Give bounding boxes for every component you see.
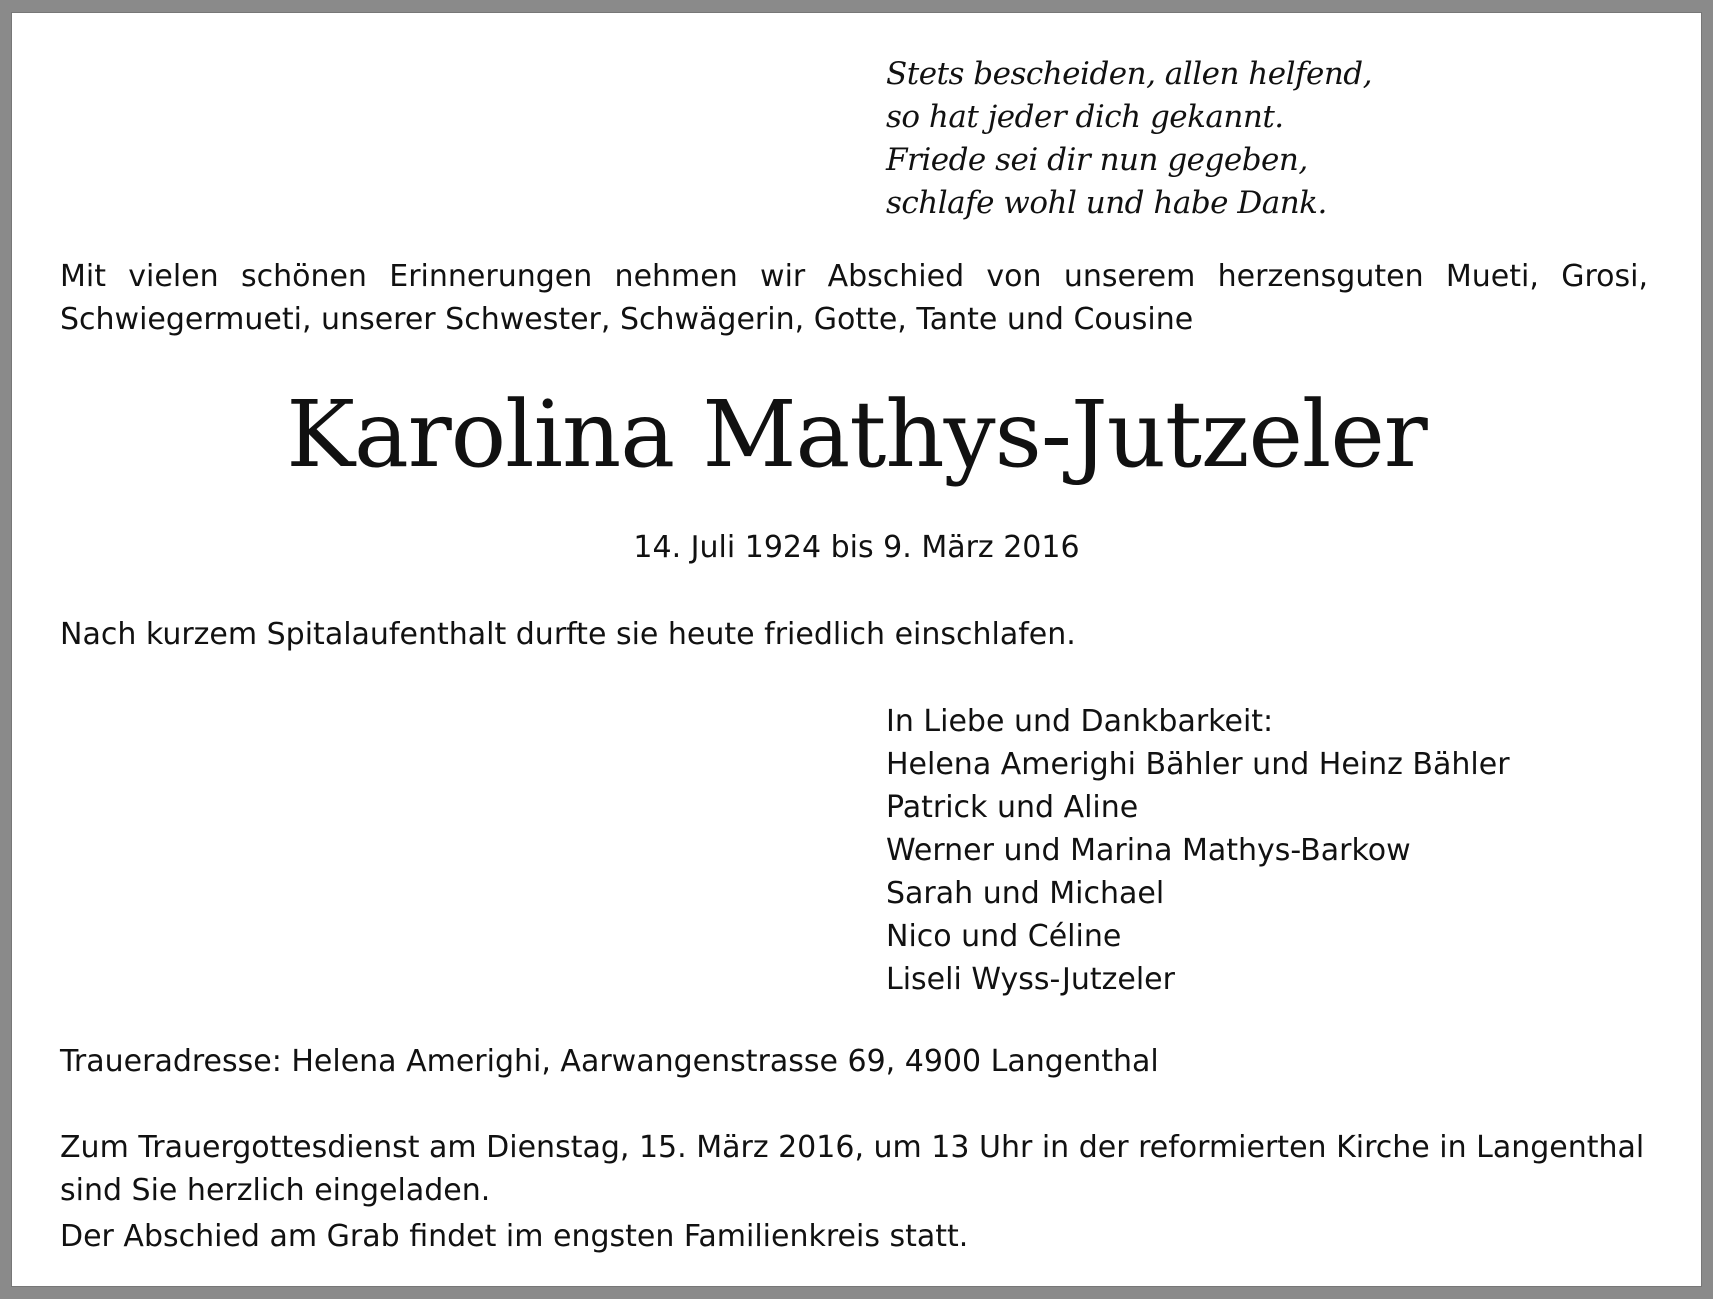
- poem-line: Friede sei dir nun gegeben,: [886, 142, 1308, 178]
- poem: [886, 53, 1372, 225]
- mourning-address: Traueradresse: Helena Amerighi, Aarwangenstrasse 69, 4900 Langenthal: [60, 1044, 1159, 1079]
- family-member: Nico und Céline: [886, 919, 1122, 954]
- family-member: Helena Amerighi Bähler und Heinz Bähler: [886, 747, 1510, 782]
- family-member: Sarah und Michael: [886, 876, 1165, 911]
- deceased-name: Karolina Mathys-Jutzeler: [286, 381, 1427, 488]
- family-member: Patrick und Aline: [886, 790, 1139, 825]
- poem-line: schlafe wohl und habe Dank.: [886, 185, 1327, 221]
- family-member: Werner und Marina Mathys-Barkow: [886, 833, 1411, 868]
- poem-line: so hat jeder dich gekannt.: [886, 99, 1284, 135]
- family-member: Liseli Wyss-Jutzeler: [886, 962, 1175, 997]
- obituary-page: [12, 13, 1701, 1286]
- passing-statement: Nach kurzem Spitalaufenthalt durfte sie heute friedlich einschlafen.: [60, 617, 1076, 652]
- service-invitation: Zum Trauergottesdienst am Dienstag, 15. März 2016, um 13 Uhr in der reformierten Kirche in Langenthal sind Sie herzlich eingeladen.: [60, 1130, 1645, 1208]
- family-list: [886, 700, 1510, 1001]
- life-dates: 14. Juli 1924 bis 9. März 2016: [633, 530, 1080, 565]
- poem-line: Stets bescheiden, allen helfend,: [886, 56, 1372, 92]
- grave-farewell-note: Der Abschied am Grab findet im engsten Familienkreis statt.: [60, 1219, 969, 1254]
- intro-paragraph: Mit vielen schönen Erinnerungen nehmen wir Abschied von unserem herzensguten Mueti, Grosi, Schwiegermueti, unserer Schwester, Schwägerin, Gotte, Tante und Cousine: [60, 259, 1648, 337]
- family-heading: In Liebe und Dankbarkeit:: [886, 704, 1274, 739]
